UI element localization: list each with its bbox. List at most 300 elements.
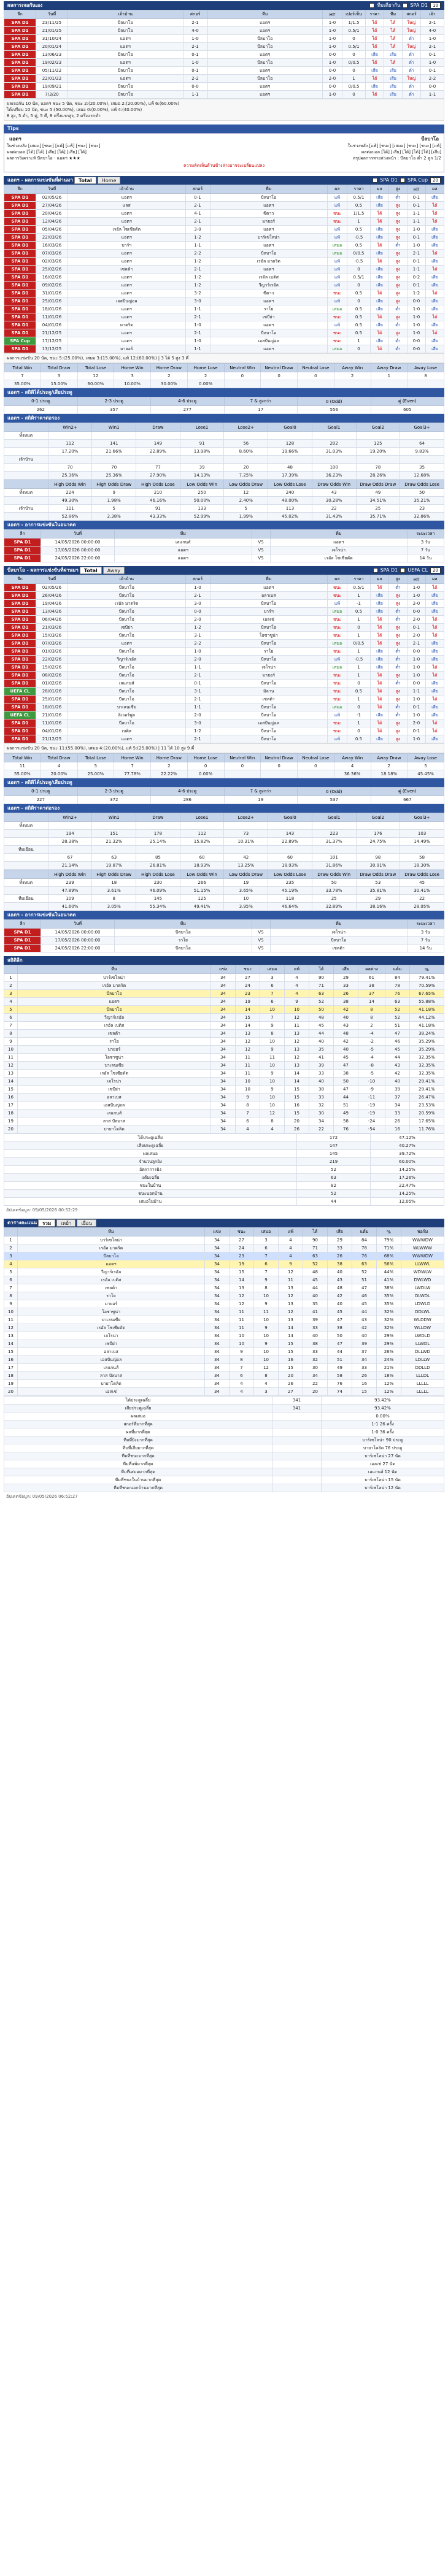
away-handicap-row <box>4 862 444 870</box>
standings-cell: บีลบาโอ <box>18 990 211 998</box>
home-recent-cell: ชนะ <box>328 210 347 218</box>
points-extra-cell: บาร์เซโลน่า 12 นัด <box>322 1484 444 1492</box>
away-recent-cell: เสีย <box>426 711 444 719</box>
points-cell: 34 <box>205 1292 230 1300</box>
away-recent-cell: สูง <box>389 632 407 640</box>
away-recent-cell: ต่ำ <box>389 703 407 711</box>
points-header-cell: ได้ <box>303 1228 328 1236</box>
away-recent-cell: 15/03/26 <box>36 632 68 640</box>
points-cell: 10 <box>254 1316 279 1324</box>
recent-header-cell: ผล <box>371 575 389 584</box>
away-odds-cell: 239 <box>48 879 92 887</box>
h2h-header-cell: ทีม <box>207 10 323 19</box>
standings-cell: 33 <box>309 1094 334 1102</box>
standings-table <box>4 965 444 1133</box>
away-handicap-row <box>4 822 444 830</box>
away-recent-cell: 21/01/26 <box>36 711 68 719</box>
away-recent-cell: ชนะ <box>328 624 347 632</box>
away-recent-header: บีลบาโอ - ผลการแข่งขันที่ผ่านมา Total Away SPA D1 UEFA CL 20 <box>4 566 444 575</box>
standings-cell: 9 <box>260 1046 285 1054</box>
away-recent-cell: ได้ <box>426 696 444 703</box>
away-handicap-cell: 73 <box>224 830 268 838</box>
home-recent-cell: 1-1 <box>185 305 210 313</box>
home-recent-cell: บีลบาโอ <box>210 329 328 337</box>
tips-section <box>4 125 444 172</box>
home-odds-cell: 9 <box>92 489 136 497</box>
away-recent-cell: -0.5 <box>347 656 371 664</box>
points-cell: LWDLD <box>401 1332 444 1340</box>
home-odds-cell <box>4 497 48 505</box>
odds-header-cell: Low Odds Win <box>180 870 224 879</box>
away-recent-cell: ได้ <box>426 624 444 632</box>
points-cell: 4 <box>4 1260 18 1268</box>
h2h-cell: ได้ <box>366 35 384 43</box>
away-recent-cell: ได้ <box>426 632 444 640</box>
home-recent-row <box>4 289 444 297</box>
points-cell: 44 <box>352 1308 377 1316</box>
cup-checkbox[interactable] <box>400 178 405 183</box>
points-cell: 24% <box>377 1356 401 1364</box>
points-cell: 44 <box>328 1348 352 1356</box>
standings-cell: 40 <box>334 1014 358 1022</box>
home-handicap-cell: 28.26% <box>356 472 400 480</box>
away-handicap-cell: 103 <box>400 830 444 838</box>
standings-cell: -11 <box>358 1094 385 1102</box>
points-cell: 42 <box>352 1324 377 1332</box>
points-cell: วีญาร์เรอัล <box>18 1268 205 1276</box>
standings-cell: 8 <box>358 1014 385 1022</box>
home-recent-cell: สูง <box>389 329 407 337</box>
home-handicap-cell <box>48 456 92 464</box>
away-odds-cell: 33.78% <box>312 887 356 895</box>
points-extra-cell: ทีมที่ยิงมากที่สุด <box>4 1436 272 1444</box>
h2h-cell: บีลบาโอ <box>207 35 323 43</box>
h2h-header-cell: วันที่ <box>36 10 68 19</box>
points-cell: 22 <box>303 1380 328 1388</box>
away-odds-row <box>4 895 444 903</box>
league-checkbox[interactable] <box>373 178 377 183</box>
tab-home[interactable]: Home <box>98 177 121 184</box>
points-extra-cell <box>272 1484 322 1492</box>
h2h-cell: ได้ <box>384 35 403 43</box>
points-cell: 9 <box>4 1300 18 1308</box>
h2h-cell: ต่ำ <box>403 51 421 59</box>
home-handicap-cell: 20 <box>224 464 268 472</box>
home-handicap-cell: 64 <box>400 440 444 448</box>
standings-cell: -54 <box>358 1125 385 1133</box>
home-future-cell: 14/05/2026 00:00:00 <box>41 539 115 546</box>
h2h-cell: แอตฯ <box>207 67 323 75</box>
future-header-cell: ระยะเวลา <box>407 530 444 539</box>
h2h-cell: SPA D1 <box>4 91 36 99</box>
away-recent-cell: เสีย <box>426 592 444 600</box>
home-handicap-cell: 202 <box>312 440 356 448</box>
away-recent-cell: 2-0 <box>407 719 426 727</box>
away-odds-cell: 53 <box>356 879 400 887</box>
h2h-cell: ใหญ่ <box>403 27 421 35</box>
home-handicap-row <box>4 440 444 448</box>
count-select[interactable]: 10 <box>430 2 441 9</box>
h2h-row <box>4 75 444 83</box>
away-odds-cell <box>4 903 48 911</box>
points-cell: WLWWW <box>401 1244 444 1252</box>
away-recent-cell: บีลบาโอ <box>68 719 186 727</box>
away-recent-cell: ชนะ <box>328 616 347 624</box>
home-recent-cell: SPA D1 <box>4 218 36 226</box>
home-recent-cell: ได้ <box>371 218 389 226</box>
points-cell: LDWLD <box>401 1300 444 1308</box>
h2h-cell: ได้ <box>384 19 403 27</box>
home-recent-cell: เสีย <box>426 258 444 266</box>
points-extra-cell: ทีมที่ชนะในบ้านมากที่สุด <box>4 1476 272 1484</box>
handicap-header-cell: Lose2+ <box>224 813 268 822</box>
away-recent-cell: โอซาซูน่า <box>210 632 328 640</box>
standings-extra-cell: ชนะในบ้าน <box>4 1182 297 1190</box>
points-row <box>4 1284 444 1292</box>
points-cell: 34 <box>205 1268 230 1276</box>
home-recent-cell: 25/02/26 <box>36 266 68 274</box>
standings-cell: 38 <box>334 998 358 1006</box>
standings-cell: -2 <box>358 1038 385 1046</box>
away-recent-cell: อลาเบส <box>210 592 328 600</box>
h2h-cell: 1 <box>342 75 366 83</box>
points-row <box>4 1332 444 1340</box>
home-recent-cell: แอตฯ <box>68 218 186 226</box>
points-cell: 14 <box>279 1332 303 1340</box>
points-cell: 44% <box>377 1268 401 1276</box>
away-recent-cell: เสีย <box>371 656 389 664</box>
away-odds-cell: 32.89% <box>312 903 356 911</box>
home-handicap-cell: เจ้าบ้าน <box>4 456 48 464</box>
prediction-right: สรุปผลการทายล่วงหน้า : บีลบาโอ ต่ำ 2 ลูก 1/2 <box>353 156 441 161</box>
tab-home[interactable]: เหย้า <box>56 1219 75 1227</box>
standings-cell: 50 <box>334 1078 358 1086</box>
standings-cell: 35.29% <box>410 1046 444 1054</box>
points-cell: 14 <box>279 1324 303 1332</box>
league-checkbox[interactable] <box>373 568 378 573</box>
standings-cell: 19 <box>236 998 260 1006</box>
points-row <box>4 1292 444 1300</box>
home-recent-cell: ราโย <box>210 305 328 313</box>
h2h-summary: ผลเจอกัน 10 นัด, แอตฯ ชนะ 5 นัด, ชนะ 2:(20.00%), เสมอ 2:(20.00%), แพ้ 6:(60.00%) ได้เปรียบ 10 นัด, ชนะ 5:(50.00%), เสมอ 0:(0.00%), แพ้ 4:(40.00%) 8 สูง, 5 ต่ำ, 5 คู่, 5 คี่, 8 ครึ่งแรกสูง, 2 ครึ่งแรกต่ำ <box>4 99 444 121</box>
points-cell: 35% <box>377 1300 401 1308</box>
points-cell: 4 <box>279 1252 303 1260</box>
home-recent-cell: SPA D1 <box>4 226 36 234</box>
tab-total[interactable]: รวม <box>38 1219 55 1227</box>
count-select[interactable]: 20 <box>430 567 441 573</box>
home-recent-cell: 02/03/26 <box>36 258 68 266</box>
away-recent-cell: ได้ <box>371 632 389 640</box>
standings-cell: 43 <box>334 1022 358 1030</box>
home-handicap-cell <box>312 432 356 440</box>
home-recent-cell: สูง <box>389 226 407 234</box>
home-odds-cell: 35.71% <box>356 513 400 521</box>
home-recent-cell: 1-0 <box>185 337 210 345</box>
home-recent-cell: แอตฯ <box>210 297 328 305</box>
home-handicap-cell: 25.36% <box>92 472 136 480</box>
stat-count: 5 <box>407 762 444 770</box>
standings-cell: -8 <box>358 1062 385 1070</box>
h2h-cell: SPA D1 <box>4 83 36 91</box>
tab-away[interactable]: Away <box>103 567 125 574</box>
standings-cell: 76 <box>334 1125 358 1133</box>
points-extra-row <box>4 1420 444 1428</box>
odds-header-cell: Low Odds Lose <box>268 480 312 489</box>
standings-extra-cell: 44 <box>297 1198 371 1206</box>
away-future-cell: เซลต้า <box>270 945 407 953</box>
standings-cell: เลแกนส์ <box>18 1110 211 1117</box>
away-recent-cell: ชนะ <box>328 592 347 600</box>
stat-pct: 0.00% <box>187 380 224 388</box>
home-handicap-cell <box>4 440 48 448</box>
same-team-checkbox[interactable] <box>369 3 374 8</box>
standings-cell: 33 <box>334 982 358 990</box>
points-cell: 44 <box>303 1284 328 1292</box>
standings-row <box>4 1070 444 1078</box>
h2h-cell: 1-0 <box>183 59 207 67</box>
away-recent-cell: 11/01/26 <box>36 719 68 727</box>
standings-cell: 4 <box>4 998 18 1006</box>
h2h-cell: ได้ <box>366 19 384 27</box>
points-cell: 40 <box>303 1332 328 1340</box>
h2h-cell: ได้ <box>366 43 384 51</box>
stat-pct: 10.00% <box>114 380 151 388</box>
cup-checkbox[interactable] <box>400 568 405 573</box>
away-future-cell: 14/05/2026 00:00:00 <box>41 929 115 937</box>
points-cell: 74 <box>328 1388 352 1396</box>
away-odds-cell: 3.95% <box>224 903 268 911</box>
odds-header-cell: High Odds Draw <box>92 870 136 879</box>
h2h-cell: ใหญ่ <box>403 19 421 27</box>
points-cell: 34 <box>205 1244 230 1252</box>
points-cell: LLWWL <box>401 1260 444 1268</box>
points-cell: 32% <box>377 1308 401 1316</box>
home-recent-row <box>4 321 444 329</box>
home-recent-cell: 21/12/25 <box>36 329 68 337</box>
away-recent-cell: ลิเวอร์พูล <box>68 711 186 719</box>
tab-away[interactable]: เยือน <box>77 1219 96 1227</box>
away-recent-summary: ผลการแข่งขัน 20 นัด, ชนะ 11:(55.00%), เสมอ 4:(20.00%), แพ้ 5:(25.00%) | 11 ได้ 10 สูง 9 คี่ <box>4 743 444 753</box>
away-recent-cell: SPA D1 <box>4 640 36 648</box>
h2h-cell: บีลบาโอ <box>207 75 323 83</box>
home-recent-cell: ซีดาว <box>210 289 328 297</box>
away-future-cell: SPA D1 <box>4 937 41 945</box>
away-odds-cell: ทีมเยือน <box>4 895 48 903</box>
away-future-row <box>4 937 444 945</box>
home-recent-cell: เสีย <box>371 274 389 282</box>
points-extra-cell: 0.00% <box>322 1413 444 1420</box>
away-recent-cell: 1 <box>347 648 371 656</box>
home-recent-cell: แอตฯ <box>68 337 186 345</box>
home-handicap-cell: 56 <box>224 440 268 448</box>
points-header-cell: % <box>377 1228 401 1236</box>
points-cell: 38 <box>328 1324 352 1332</box>
points-cell: 33 <box>303 1324 328 1332</box>
home-recent-cell: สูง <box>389 234 407 242</box>
home-recent-cell: 0.5/1 <box>347 194 371 202</box>
home-recent-cell: แอตฯ <box>68 329 186 337</box>
h2h-row <box>4 43 444 51</box>
points-cell: 52 <box>303 1260 328 1268</box>
home-odds-cell: 45.02% <box>268 513 312 521</box>
away-future-cell: VS <box>252 937 270 945</box>
home-future-cell: SPA D1 <box>4 546 41 554</box>
standings-row <box>4 1102 444 1110</box>
away-handicap-cell <box>4 830 48 838</box>
points-cell: 11 <box>4 1316 18 1324</box>
stat-count: 3 <box>41 372 77 380</box>
count-select[interactable]: 20 <box>430 177 441 183</box>
home-handicap-cell: 128 <box>268 440 312 448</box>
standings-extra-cell: อัตราการยิง <box>4 1166 297 1174</box>
away-recent-cell: เสมอ <box>328 640 347 648</box>
away-odds-cell: 29 <box>356 895 400 903</box>
home-recent-cell: เซลต้า <box>68 266 186 274</box>
points-row <box>4 1260 444 1268</box>
away-recent-cell: ชนะ <box>328 672 347 680</box>
tab-total[interactable]: Total <box>74 177 96 184</box>
recent-header-cell: ผล <box>426 185 444 194</box>
away-recent-cell: เสมอ <box>328 703 347 711</box>
standings-cell: 10 <box>4 1046 18 1054</box>
home-recent-cell: 0-0 <box>407 345 426 353</box>
away-recent-cell: สูง <box>389 719 407 727</box>
h2h-cell: ต่ำ <box>403 59 421 67</box>
standings-cell: 6 <box>260 998 285 1006</box>
points-cell: LLLLL <box>401 1380 444 1388</box>
points-cell: 7 <box>254 1252 279 1260</box>
standings-cell: 18 <box>4 1110 18 1117</box>
points-cell: DLWDL <box>401 1292 444 1300</box>
standings-cell: 34 <box>211 1046 236 1054</box>
points-header-cell: แข่ง <box>205 1228 230 1236</box>
away-future-row <box>4 929 444 937</box>
stat-pct <box>334 380 371 388</box>
standings-extra-cell: 147 <box>297 1142 371 1150</box>
home-recent-cell: ชนะ <box>328 313 347 321</box>
home-recent-cell: ได้ <box>426 289 444 297</box>
away-handicap-cell: 30.91% <box>356 862 400 870</box>
home-odds-row <box>4 489 444 497</box>
future-header-cell <box>252 530 270 539</box>
standings-cell: -4 <box>358 1054 385 1062</box>
standings-row <box>4 1014 444 1022</box>
points-cell: 24 <box>230 1244 254 1252</box>
home-handicap-cell <box>48 432 92 440</box>
points-extra-row <box>4 1484 444 1492</box>
home-recent-cell: เรอัล มาดริด <box>210 258 328 266</box>
away-odds-cell: 18 <box>92 879 136 887</box>
h2h-cell: แอตฯ <box>207 51 323 59</box>
home-handicap-cell: 70 <box>92 464 136 472</box>
points-cell: 34 <box>205 1356 230 1364</box>
points-cell: 71 <box>303 1244 328 1252</box>
away-recent-cell: ได้ <box>426 727 444 735</box>
points-extra-row <box>4 1452 444 1460</box>
away-future-cell: 14 วัน <box>407 945 444 953</box>
away-future-cell: บีลบาโอ <box>270 937 407 945</box>
standings-cell: 14 <box>4 1078 18 1086</box>
home-future-cell: แอตฯ <box>115 554 252 562</box>
home-future-cell: VS <box>252 539 270 546</box>
odds-header-cell: Draw Odds Win <box>312 870 356 879</box>
home-stat-table <box>4 363 444 388</box>
tab-total[interactable]: Total <box>80 567 102 574</box>
away-recent-cell: ชนะ <box>328 696 347 703</box>
points-cell: 10 <box>4 1308 18 1316</box>
away-handicap-cell: 60 <box>268 854 312 862</box>
away-odds-row <box>4 879 444 887</box>
away-recent-row <box>4 735 444 743</box>
standings-cell: 34 <box>211 1117 236 1125</box>
h2h-cell: SPA D1 <box>4 19 36 27</box>
standings-cell: 2 <box>358 1022 385 1030</box>
points-extra-row <box>4 1444 444 1452</box>
away-recent-cell: บีลบาโอ <box>210 711 328 719</box>
home-handicap-cell <box>4 464 48 472</box>
home-recent-cell: เสีย <box>371 250 389 258</box>
h2h-cell: เสีย <box>384 83 403 91</box>
home-recent-cell: แอตฯ <box>68 289 186 297</box>
home-recent-cell: 1/1.5 <box>347 210 371 218</box>
away-recent-cell: ได้ <box>371 688 389 696</box>
away-handicap-cell <box>356 846 400 854</box>
home-handicap-row <box>4 456 444 464</box>
points-row <box>4 1348 444 1356</box>
goal-value: 286 <box>151 796 225 804</box>
away-recent-cell: 1-0 <box>407 656 426 664</box>
away-recent-cell: เซบีย่า <box>68 624 186 632</box>
standings-cell: 17.65% <box>410 1117 444 1125</box>
away-handicap-cell: 10.31% <box>224 838 268 846</box>
future-header-cell <box>252 920 270 929</box>
home-handicap-cell <box>268 456 312 464</box>
points-cell: 63 <box>303 1252 328 1260</box>
points-cell: 17 <box>4 1364 18 1372</box>
points-cell: เรอัล มาดริด <box>18 1244 205 1252</box>
points-cell: 5 <box>4 1268 18 1276</box>
h2h-cell: 0/0.5 <box>342 83 366 91</box>
home-odds-cell: 30.28% <box>312 497 356 505</box>
stat-header-cell: Total Lose <box>77 364 114 372</box>
stat-header-cell: Home Lose <box>187 754 224 762</box>
away-odds-cell: 47.89% <box>48 887 92 895</box>
points-cell: 27 <box>230 1236 254 1244</box>
home-odds-cell: 91 <box>136 505 180 513</box>
home-handicap-cell: 141 <box>92 440 136 448</box>
stat-count: 7 <box>4 372 41 380</box>
points-cell: 3 <box>254 1236 279 1244</box>
standings-cell: 10 <box>260 1094 285 1102</box>
home-recent-cell: แพ้ <box>328 282 347 289</box>
points-extra-cell: บาร์เซโลน่า 90 ประตู <box>322 1436 444 1444</box>
home-recent-cell: เรอัล เบติส <box>210 274 328 282</box>
points-cell: เรอัล เบติส <box>18 1276 205 1284</box>
league-checkbox[interactable] <box>403 3 407 8</box>
away-recent-cell: ได้ <box>426 719 444 727</box>
points-cell: 32% <box>377 1316 401 1324</box>
h2h-header-cell: ลีก <box>4 10 36 19</box>
home-recent-cell: ได้ <box>426 250 444 258</box>
points-cell: 21% <box>377 1364 401 1372</box>
home-recent-row <box>4 266 444 274</box>
h2h-table <box>4 10 444 99</box>
standings-cell: 8 <box>260 1117 285 1125</box>
h2h-cell: 0-0 <box>323 67 342 75</box>
away-recent-cell: สูง <box>389 640 407 648</box>
away-odds-cell: 125 <box>180 895 224 903</box>
points-cell: 9 <box>230 1348 254 1356</box>
